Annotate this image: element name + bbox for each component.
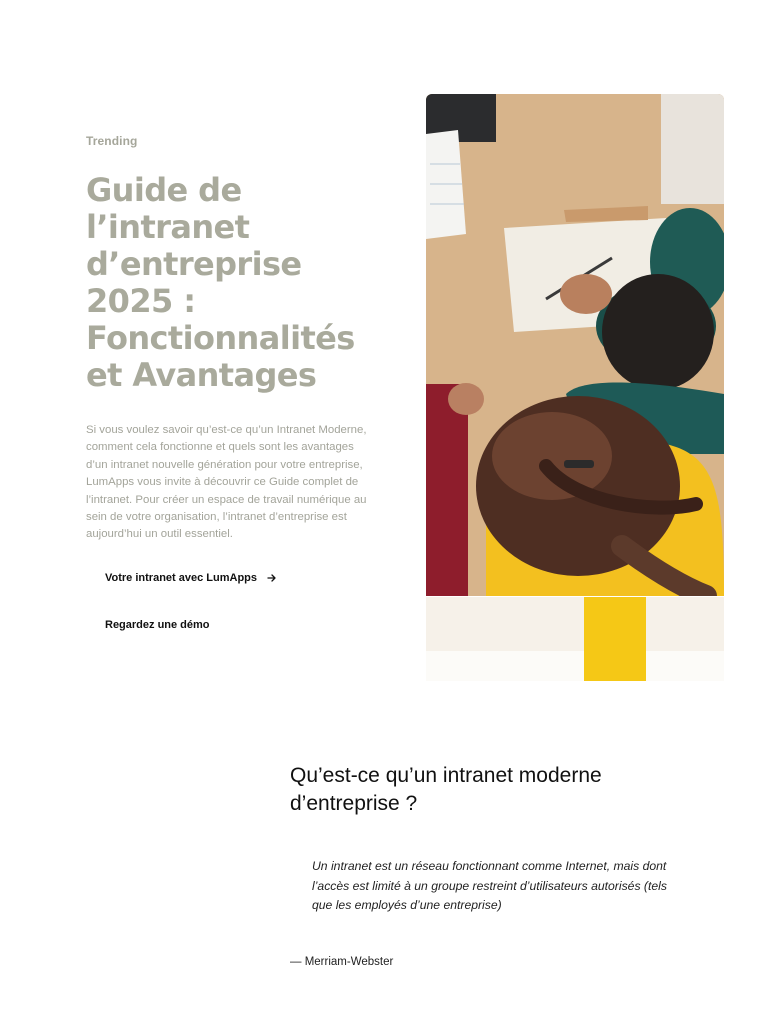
title-line: l’intranet xyxy=(86,208,250,246)
arrow-right-icon xyxy=(267,573,277,583)
eyebrow-label: Trending xyxy=(86,134,138,148)
cta-demo-link[interactable] xyxy=(105,619,210,631)
title-line: 2025 : xyxy=(86,282,196,320)
cta-intranet-label: Votre intranet avec LumApps xyxy=(105,572,257,584)
title-line: Fonctionnalités xyxy=(86,319,355,357)
hero-description: Si vous voulez savoir qu’est-ce qu’un Intranet Moderne, comment cela fonctionne et quels sont les avantages d’un intranet nouvelle génération pour votre entreprise, LumApps vous invite à découvrir ce Guide complet de l’intranet. Pour créer un espace de travail numérique au sein de votre organisation, l’intranet d’entreprise est aujourd’hui un outil essentiel. xyxy=(86,424,367,541)
quote-source: — Merriam-Webster xyxy=(290,956,394,968)
section-title: Qu’est-ce qu’un intranet moderne d’entreprise ? xyxy=(290,764,602,815)
title-line: d’entreprise xyxy=(86,245,302,283)
decorative-band-fade xyxy=(426,651,724,681)
decorative-band xyxy=(426,597,724,651)
hero-photo-illustration xyxy=(426,94,724,596)
title-line: et Avantages xyxy=(86,356,317,394)
cta-demo-label: Regardez une démo xyxy=(105,619,210,631)
cta-intranet-link[interactable] xyxy=(105,572,277,584)
hero-text-block xyxy=(86,134,386,544)
hero-photo xyxy=(426,94,724,596)
page-title xyxy=(86,172,386,394)
definition-quote: Un intranet est un réseau fonctionnant comme Internet, mais dont l’accès est limité à un groupe restreint d’utilisateurs autorisés (tels que les employés d’une entreprise) xyxy=(312,859,667,912)
decorative-yellow-bar xyxy=(584,597,646,681)
title-line: Guide de xyxy=(86,171,242,209)
